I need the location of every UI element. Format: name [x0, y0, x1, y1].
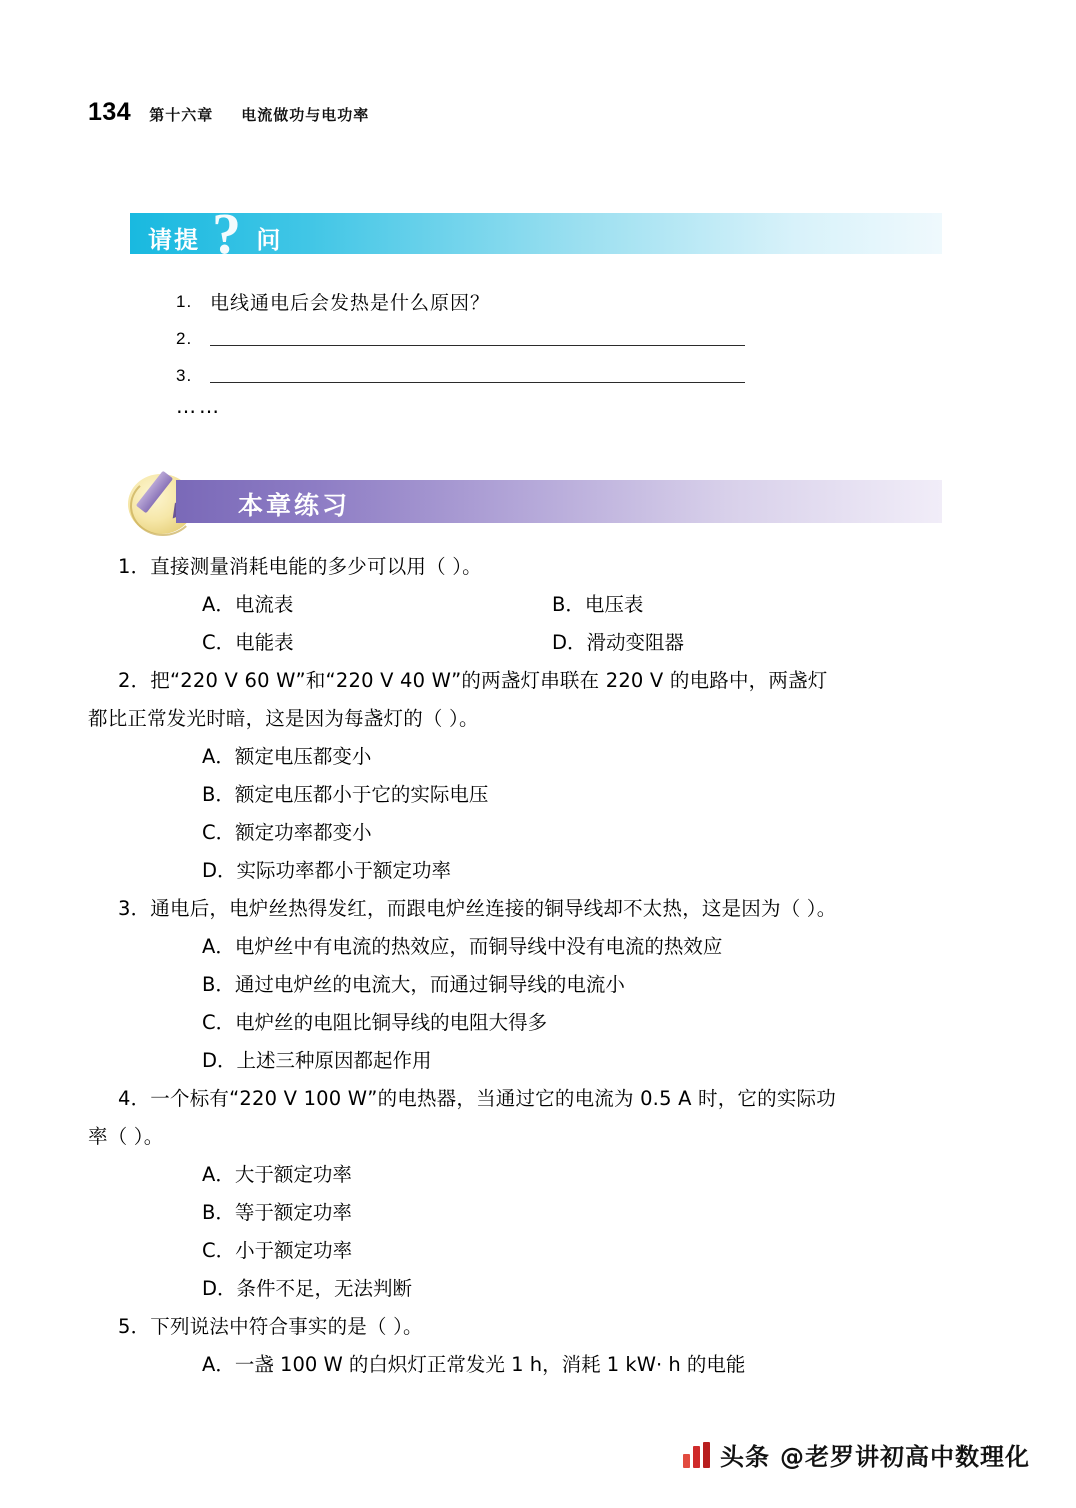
question-stem-continued: 率（ ）。: [88, 1125, 164, 1148]
page-title: 电流做功与电功率: [241, 106, 370, 124]
question-stem: 5．下列说法中符合事实的是（ ）。: [118, 1315, 423, 1338]
exercise-list: [88, 548, 988, 1384]
ask-ellipsis: ……: [176, 394, 222, 418]
toutiao-logo-icon: [683, 1442, 710, 1468]
header-chapter: 第十六章: [149, 106, 214, 124]
exercise-section-banner: [176, 480, 942, 523]
option-item[interactable]: D．滑动变阻器: [552, 631, 685, 654]
option-item[interactable]: D．实际功率都小于额定功率: [202, 859, 452, 882]
option-item[interactable]: C．小于额定功率: [202, 1239, 353, 1262]
option-item[interactable]: C．额定功率都变小: [202, 821, 372, 844]
option-item[interactable]: C．电炉丝的电阻比铜导线的电阻大得多: [202, 1011, 548, 1034]
option-item[interactable]: A．一盏 100 W 的白炽灯正常发光 1 h，消耗 1 kW· h 的电能: [202, 1353, 746, 1376]
option-item[interactable]: B．通过电炉丝的电流大，而通过铜导线的电流小: [202, 973, 625, 996]
ask-item-number: 3.: [176, 365, 193, 385]
list-item: [176, 357, 946, 394]
option-item[interactable]: B．电压表: [552, 593, 644, 616]
page-number: 134: [88, 98, 132, 126]
option-row: [88, 624, 988, 662]
question-stem: 3．通电后，电炉丝热得发红，而跟电炉丝连接的铜导线却不太热，这是因为（ ）。: [118, 897, 837, 920]
question-stem: 1．直接测量消耗电能的多少可以用（ ）。: [118, 555, 482, 578]
page-header: [88, 98, 369, 127]
option-item[interactable]: A．电炉丝中有电流的热效应，而铜导线中没有电流的热效应: [202, 935, 723, 958]
option-item[interactable]: D．条件不足，无法判断: [202, 1277, 413, 1300]
option-item[interactable]: D．上述三种原因都起作用: [202, 1049, 432, 1072]
watermark: [683, 1437, 1030, 1472]
write-in-blank-line[interactable]: [210, 344, 745, 346]
ask-item-text: 电线通电后会发热是什么原因？: [210, 292, 491, 314]
watermark-brand: @老罗讲初高中数理化: [780, 1443, 1030, 1471]
ask-item-number: 1.: [176, 291, 193, 311]
question-mark-icon: ?: [212, 201, 241, 266]
question-stem-continued: 都比正常发光时暗，这是因为每盏灯的（ ）。: [88, 707, 479, 730]
option-item[interactable]: B．额定电压都小于它的实际电压: [202, 783, 489, 806]
option-item[interactable]: B．等于额定功率: [202, 1201, 352, 1224]
list-item: [176, 283, 946, 320]
list-item: [176, 320, 946, 357]
option-item[interactable]: A．额定电压都变小: [202, 745, 372, 768]
option-row: [88, 586, 988, 624]
watermark-text: 头条: [720, 1443, 770, 1471]
exercise-banner-label: 本章练习: [238, 491, 351, 520]
option-item[interactable]: C．电能表: [202, 631, 294, 654]
question-stem: 4．一个标有“220 V 100 W”的电热器，当通过它的电流为 0.5 A 时，它的实际功: [118, 1087, 836, 1110]
ask-banner-label-tail: 问: [256, 226, 283, 254]
ask-question-list: [176, 283, 946, 394]
ask-item-number: 2.: [176, 328, 193, 348]
option-item[interactable]: A．电流表: [202, 593, 294, 616]
option-item[interactable]: A．大于额定功率: [202, 1163, 352, 1186]
ask-section-banner: [130, 201, 942, 266]
write-in-blank-line[interactable]: [210, 381, 745, 383]
ask-banner-label-head: 请提: [148, 226, 200, 254]
question-stem: 2．把“220 V 60 W”和“220 V 40 W”的两盏灯串联在 220 V 的电路中，两盏灯: [118, 669, 828, 692]
